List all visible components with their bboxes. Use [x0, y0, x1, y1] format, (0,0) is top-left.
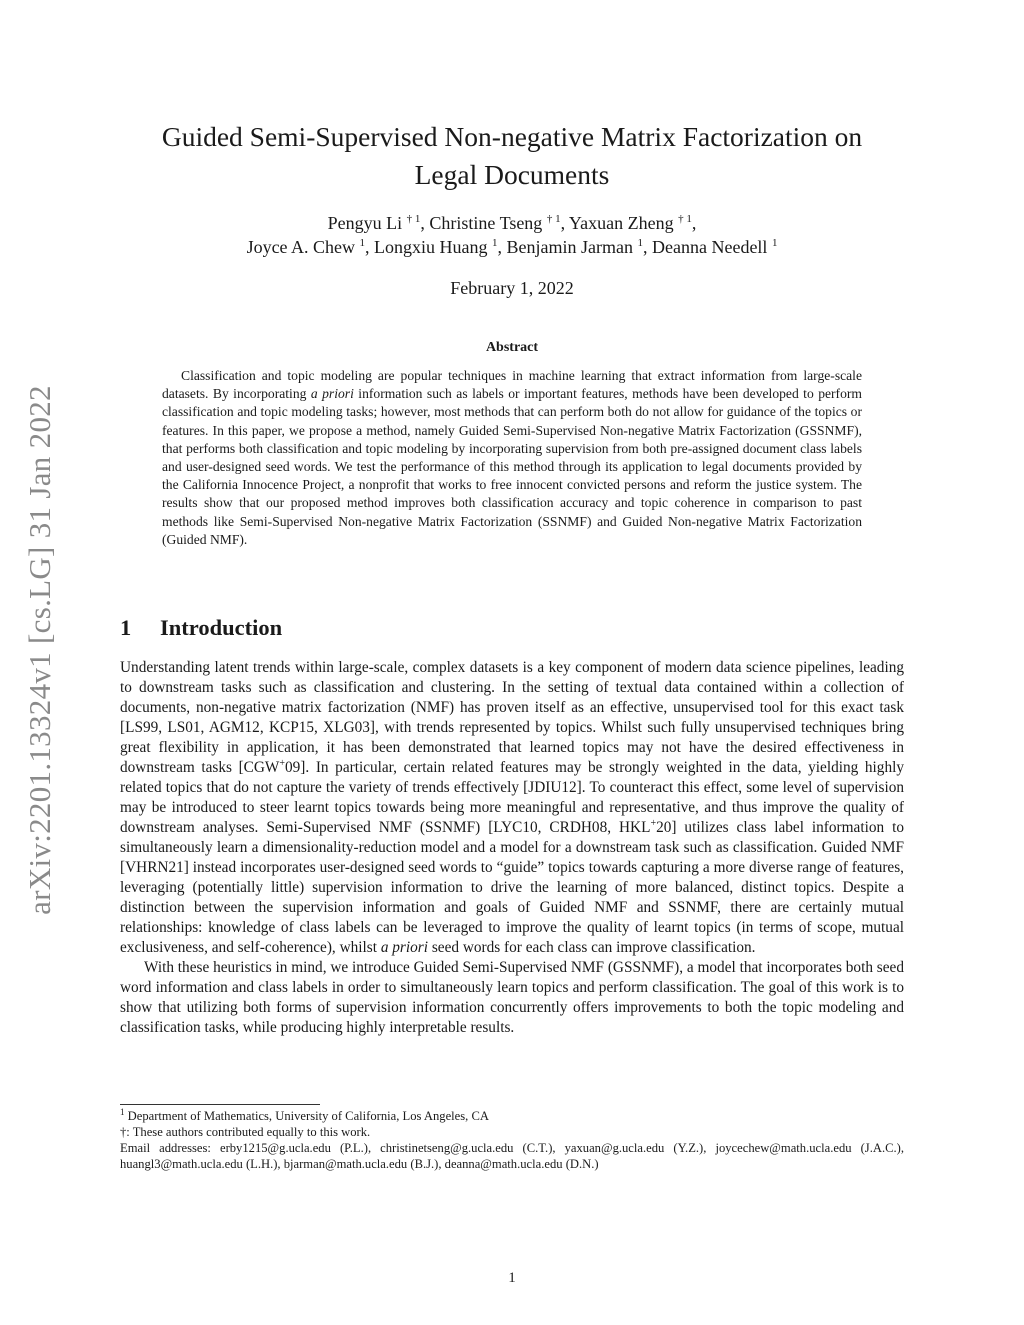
footnote-divider	[120, 1104, 320, 1105]
text-run: 20] utilizes class label information to simultaneously learn a dimensionality-reduction model and a model for a downstream task such as classification. Guided NMF [VHRN21] instead incorporates user-designed seed words to “guide” topics towards capturing a more diverse range of features, leveraging (potentially little) supervision information to drive the learning of more balanced, distinct topics. Despite a distinction between the supervision information and goals of Guided NMF and SSNMF, there are certainly mutual relationships: knowledge of class labels can be leveraged to improve the quality of learnt topics (in terms of scope, mutual exclusiveness, and self-coherence), whilst	[120, 819, 904, 956]
publication-date: February 1, 2022	[450, 278, 574, 298]
author-name: Longxiu Huang	[374, 237, 488, 257]
italic-text: a priori	[380, 939, 428, 956]
footnotes	[120, 1108, 904, 1172]
text-run: Understanding latent trends within large-scale, complex datasets is a key component of modern data science pipelines, leading to downstream tasks such as classification and clustering. In the setting of textual data contained within a collection of documents, non-negative matrix factorization (NMF) has proven itself as an effective, unsupervised tool for this exact task [LS99, LS01, AGM12, KCP15, XLG03], with trends represented by topics. Whilst such fully unsupervised techniques bring great flexibility in application, it has been demonstrated that learned topics may not have the desired effectiveness in downstream tasks [CGW	[120, 659, 904, 776]
paper-title	[100, 118, 924, 194]
title-line: Legal Documents	[414, 159, 610, 190]
section-number: 1	[120, 615, 132, 640]
affiliation-mark: 1	[359, 237, 366, 249]
footnote-affiliation	[120, 1108, 904, 1124]
separator: ,	[560, 213, 569, 233]
abstract-text	[162, 367, 862, 549]
page-number: 1	[508, 1270, 516, 1286]
footnote-equal-contribution: †: These authors contributed equally to this work.	[120, 1125, 371, 1139]
author-name: Yaxuan Zheng	[568, 213, 674, 233]
italic-text: a priori	[310, 386, 354, 402]
text-run: seed words for each class can improve classification.	[428, 939, 756, 956]
affiliation-mark: † 1	[678, 213, 692, 225]
affiliation-mark: † 1	[406, 213, 421, 225]
text-run: 09]. In particular, certain related features may be strongly weighted in the data, yielding highly related topics that do not capture the variety of trends effectively [JDIU12]. To counteract this effect, some level of supervision may be introduced to steer learnt topics towards being more meaningful and representative, and thus improve the quality of downstream analyses. Semi-Supervised NMF (SSNMF) [LYC10, CRDH08, HKL	[120, 759, 904, 836]
separator: ,	[365, 237, 375, 257]
affiliation-mark: 1	[771, 237, 778, 249]
separator: ,	[420, 213, 430, 233]
author-name: Joyce A. Chew	[246, 237, 356, 257]
introduction-body	[120, 658, 904, 1038]
footnote-text: Department of Mathematics, University of California, Los Angeles, CA	[127, 1109, 489, 1123]
separator: ,	[643, 237, 652, 257]
superscript: +	[279, 758, 285, 769]
text-run: information such as labels or important features, methods have been developed to perform classification and topic modeling tasks; however, most methods that can perform both do not allow for guidance of the topics or features. In this paper, we propose a method, namely Guided Semi-Supervised Non-negative Matrix Factorization (GSSNMF), that performs both classification and topic modeling by incorporating supervision from both pre-assigned document class labels and user-designed seed words. We test the performance of this method through its application to legal documents provided by the California Innocence Project, a nonprofit that works to free innocent convicted persons and reform the justice system. The results show that our proposed method improves both classification accuracy and topic coherence in comparison to past methods like Semi-Supervised Non-negative Matrix Factorization (SSNMF) and Guided Non-negative Matrix Factorization (Guided NMF).	[162, 386, 862, 547]
author-name: Deanna Needell	[652, 237, 768, 257]
paragraph	[120, 958, 904, 1038]
text-run: Classification and topic modeling are popular techniques in machine learning that extract information from large-scale datasets. By incorporating	[162, 368, 862, 402]
arxiv-identifier-stamp: arXiv:2201.13324v1 [cs.LG] 31 Jan 2022	[22, 385, 57, 915]
footnote-mark: 1	[120, 1107, 125, 1117]
author-name: Christine Tseng	[429, 213, 543, 233]
abstract-heading: Abstract	[485, 340, 539, 355]
section-heading	[120, 615, 282, 641]
text-run: With these heuristics in mind, we introduce Guided Semi-Supervised NMF (GSSNMF), a model that incorporates both seed word information and class labels in order to simultaneously learn topics and perform classification. The goal of this work is to show that utilizing both forms of supervision information concurrently offers improvements to both the topic modeling and classification tasks, while producing highly interpretable results.	[120, 959, 904, 1036]
affiliation-mark: 1	[637, 237, 643, 249]
author-line	[100, 235, 924, 259]
footnote-emails: Email addresses: erby1215@g.ucla.edu (P.L.), christinetseng@g.ucla.edu (C.T.), yaxuan@g.ucla.edu (Y.Z.), joycechew@math.ucla.edu (J.A.C.), huangl3@math.ucla.edu (L.H.), bjarman@math.ucla.edu (B.J.), deanna@math.ucla.edu (D.N.)	[120, 1141, 904, 1171]
superscript: +	[650, 818, 657, 829]
author-list	[100, 211, 924, 259]
separator: ,	[691, 213, 697, 233]
paragraph	[120, 658, 904, 958]
affiliation-mark: 1	[492, 237, 498, 249]
author-line	[100, 211, 924, 235]
author-name: Pengyu Li	[327, 213, 403, 233]
affiliation-mark: † 1	[546, 213, 561, 225]
title-line: Guided Semi-Supervised Non-negative Matrix Factorization on	[161, 121, 863, 152]
separator: ,	[497, 237, 507, 257]
section-title: Introduction	[160, 615, 283, 640]
author-name: Benjamin Jarman	[506, 237, 633, 257]
